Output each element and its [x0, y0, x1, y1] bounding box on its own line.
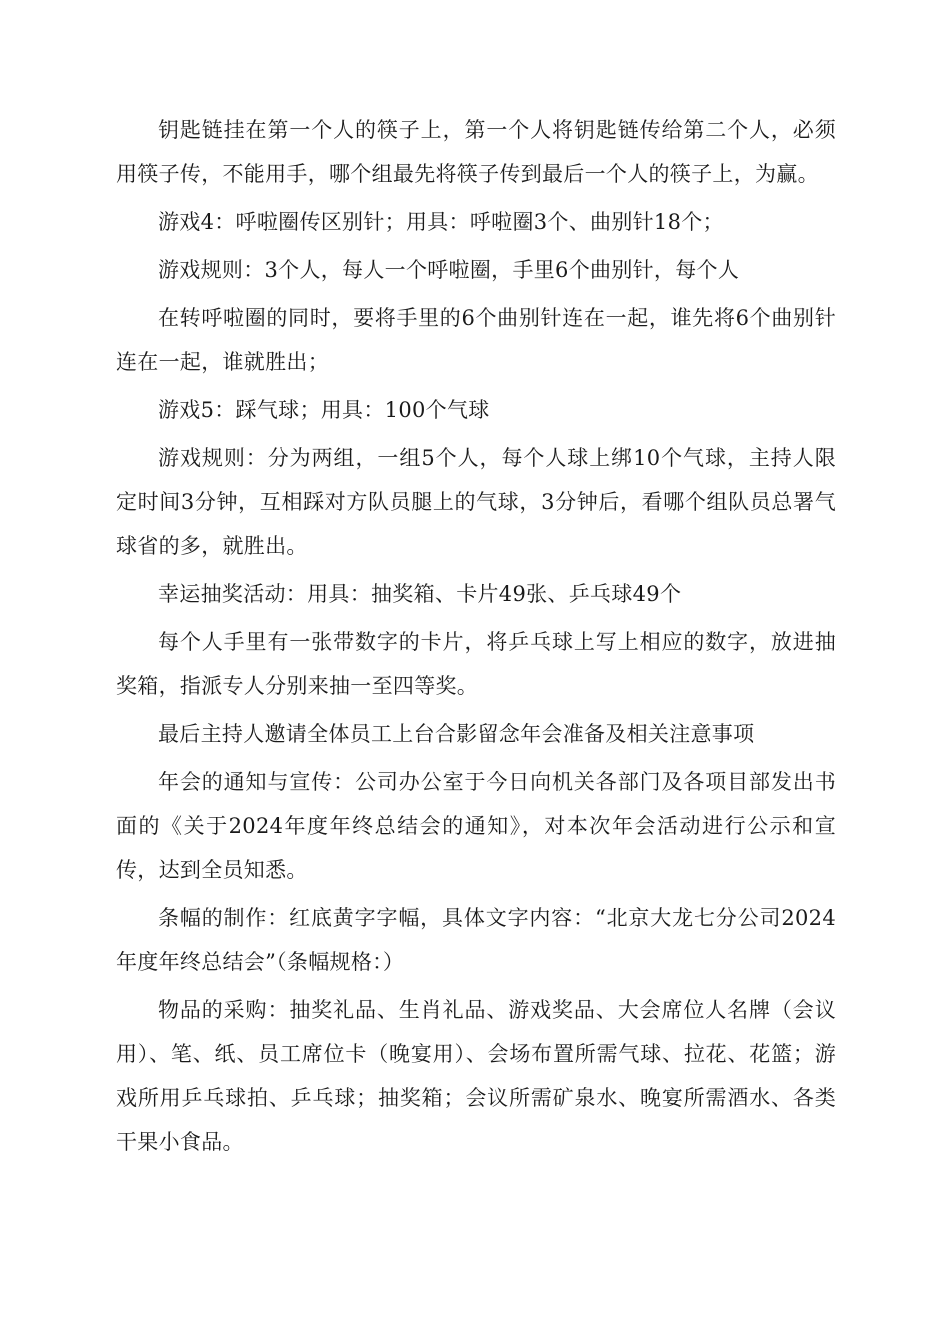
paragraph-game-4-title: 游戏4：呼啦圈传区别针；用具：呼啦圈3个、曲别针18个；: [158, 210, 724, 234]
paragraph-game-4-rule: 游戏规则：3个人，每人一个呼啦圈，手里6个曲别针，每个人: [158, 258, 740, 282]
paragraph-purchasing: 物品的采购：抽奖礼品、生肖礼品、游戏奖品、大会席位人名牌（会议用）、笔、纸、员工席位卡（晚宴用）、会场布置所需气球、拉花、花篮；游戏所用乒乓球拍、乒乓球；抽奖箱；会议所需矿泉水、晚宴所需酒水、各类干果小食品。: [116, 998, 836, 1154]
paragraph-game-5-rule: 游戏规则：分为两组，一组5个人，每个人球上绑10个气球，主持人限定时间3分钟，互相踩对方队员腿上的气球，3分钟后，看哪个组队员总署气球省的多，就胜出。: [116, 446, 836, 558]
paragraph-lottery-title: 幸运抽奖活动：用具：抽奖箱、卡片49张、乒乓球49个: [158, 582, 682, 606]
paragraph-banner: 条幅的制作：红底黄字字幅，具体文字内容：“北京大龙七分公司2024年度年终总结会”（条幅规格：）: [116, 906, 836, 974]
paragraph-key-chain-rule: 钥匙链挂在第一个人的筷子上，第一个人将钥匙链传给第二个人，必须用筷子传，不能用手，哪个组最先将筷子传到最后一个人的筷子上，为赢。: [116, 118, 836, 186]
paragraph-game-4-rule-cont: 在转呼啦圈的同时，要将手里的6个曲别针连在一起，谁先将6个曲别针连在一起，谁就胜出；: [116, 306, 836, 374]
paragraph-lottery-rule: 每个人手里有一张带数字的卡片，将乒乓球上写上相应的数字，放进抽奖箱，指派专人分别来抽一至四等奖。: [116, 630, 836, 698]
paragraph-game-5-title: 游戏5：踩气球；用具：100个气球: [158, 398, 490, 422]
paragraph-group-photo: 最后主持人邀请全体员工上台合影留念年会准备及相关注意事项: [158, 722, 755, 746]
document-body: [116, 108, 836, 1168]
paragraph-notice: 年会的通知与宣传：公司办公室于今日向机关各部门及各项目部发出书面的《关于2024年度年终总结会的通知》，对本次年会活动进行公示和宣传，达到全员知悉。: [116, 770, 836, 882]
